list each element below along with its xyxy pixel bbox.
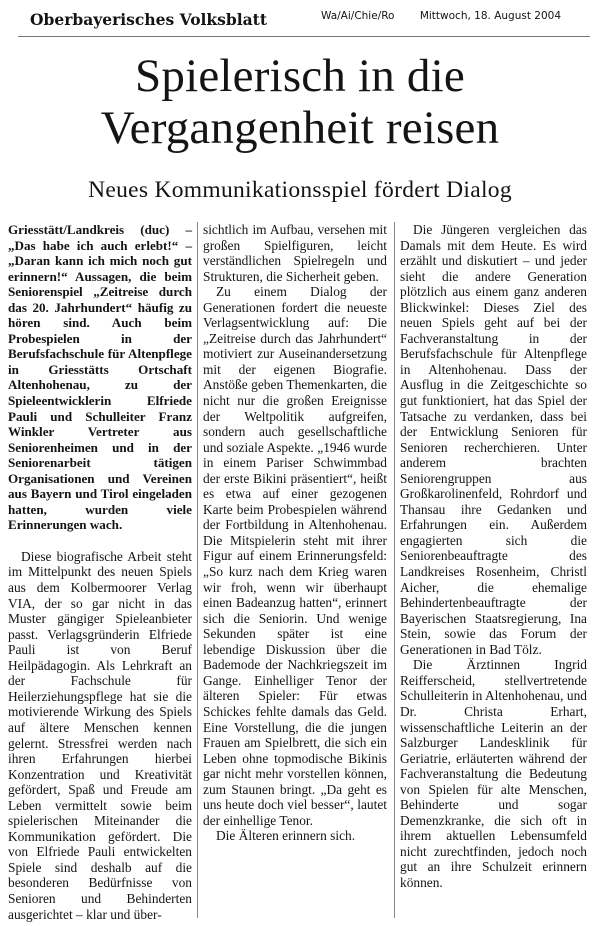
article-paragraph: Zu einem Dialog der Generationen fordert die neueste Verlagsentwicklung auf: Die „Zeitreise durch das Jahrhundert“ motiviert zur Auseinandersetzung mit der eigenen Biografie. Anstöße geben Themenkarten, die nicht nur die großen Ereignisse der Weltpolitik aufgreifen, sondern auch gesellschaftliche und soziale Aspekte. „1946 wurde in einem Pariser Schwimmbad der erste Bikini präsentiert“, heißt es etwa auf einer gezogenen Karte beim Probespielen während der Fortbildung in Altenhohenau. Die Mitspielerin steht mit ihrer Figur auf einem Erinnerungsfeld: „So kurz nach dem Krieg waren wir froh, wenn wir überhaupt einen Badeanzug hatten“, erinnert sich die Seniorin. Und wenige Sekunden später ist eine lebendige Diskussion über die Bademode der Nachkriegszeit im Gange. Einhelliger Tenor der älteren Spieler: Für etwas Schickes fehlte damals das Geld. Eine Vorstellung, die die jungen Frauen am Spielbrett, die sich ein Leben ohne topmodische Bikinis gar nicht mehr vorstellen können, zum Staunen bringt. „Da geht es uns heute doch viel besser“, lautet der einhellige Tenor. (203, 284, 387, 828)
issue-info (321, 10, 583, 22)
column-rule (394, 222, 395, 918)
headline-line-1: Spielerisch in die (135, 50, 465, 102)
article-lead: Griesstätt/Landkreis (duc) – „Das habe ich auch erlebt!“ – „Daran kann ich mich noch gut erinnern!“ Aussagen, die beim Seniorenspiel „Zeitreise durch das 20. Jahrhundert“ häufig zu hören sind. Auch beim Probespielen in der Berufsfachschule für Altenpflege in Griesstätts Ortschaft Altenhohenau, zu der Spieleentwicklerin Elfriede Pauli und Schulleiter Franz Winkler Vertreter aus Seniorenheimen und in der Seniorenarbeit tätigen Organisationen und Vereinen aus Bayern und Tirol eingeladen hatten, wurden viele Erinnerungen wach. (8, 222, 192, 533)
section-code: Wa/Ai/Chie/Ro (321, 10, 395, 22)
column-rule (197, 222, 198, 918)
article-paragraph: sichtlich im Aufbau, versehen mit großen Spielfiguren, leicht verständlichen Spielregeln und Strukturen, die Sicherheit geben. (203, 222, 387, 284)
headline-line-2: Vergangenheit reisen (100, 102, 500, 154)
article-paragraph: Diese biografische Arbeit steht im Mittelpunkt des neuen Spiels aus dem Kolbermoorer Verlag VIA, der so gar nicht in das Muster gängiger Spieleanbieter passt. Verlagsgründerin Elfriede Pauli ist von Beruf Heilpädagogin. Als Lehrkraft an der Fachschule für Heilerziehungspflege hat sie die motivierende Wirkung des Spiels auf ältere Menschen kennen gelernt. Stressfrei werden nach ihren Erfahrungen hierbei Konzentration und Kreativität gefördert, Spaß und Freude am Leben vermittelt sowie beim spielerischen Miteinander die Kommunikation gefördert. Die von Elfriede Pauli entwickelten Spiele sind deshalb auf die besonderen Bedürfnisse von Senioren und Behinderten ausgerichtet – klar und über- (8, 548, 192, 922)
subheadline: Neues Kommunikationsspiel fördert Dialog (88, 177, 512, 203)
article-paragraph: Die Jüngeren vergleichen das Damals mit dem Heute. Es wird erzählt und diskutiert – und jeder sieht die andere Generation plötzlich aus einem ganz anderen Blickwinkel: Dieses Ziel des neuen Spiels geht auf bei der Fachveranstaltung in der Berufsfachschule für Altenpflege in Altenhohenau. Dass der Ausflug in die Zeitgeschichte so gut funktioniert, hat das Spiel der Tatsache zu verdanken, dass bei der Entwicklung Senioren für Senioren recherchieren. Unter anderem brachten Seniorengruppen aus Großkarolinenfeld, Rohrdorf und Thansau ihre Gedanken und Erfahrungen ein. Außerdem engagierten sich die Seniorenbeauftragte des Landkreises Rosenheim, Christl Aicher, die ehemalige Behindertenbeauftragte der Bayerischen Staatsregierung, Ina Stein, sowie das Forum der Generationen in Bad Tölz. (400, 222, 587, 657)
article-paragraph: Die Älteren erinnern sich. (216, 828, 356, 844)
article-paragraph: Die Ärztinnen Ingrid Reifferscheid, stellvertretende Schulleiterin in Altenhohenau, und Dr. Christa Erhart, wissenschaftliche Leiterin an der Salzburger Landesklinik für Geriatrie, erläuterten während der Fachveranstaltung die Bedeutung von Spielen für alte Menschen, Behinderte und sogar Demenzkranke, die sich oft in ihrem aktuellen Lebensumfeld nicht zurechtfinden, jedoch noch gut an ihre Schulzeit erinnern können. (400, 657, 587, 890)
article-column-3 (400, 222, 587, 891)
article-column-1 (8, 222, 192, 922)
headline (0, 50, 600, 154)
newspaper-name: Oberbayerisches Volksblatt (30, 10, 267, 29)
issue-date: Mittwoch, 18. August 2004 (419, 10, 561, 22)
article-column-2 (203, 222, 387, 844)
